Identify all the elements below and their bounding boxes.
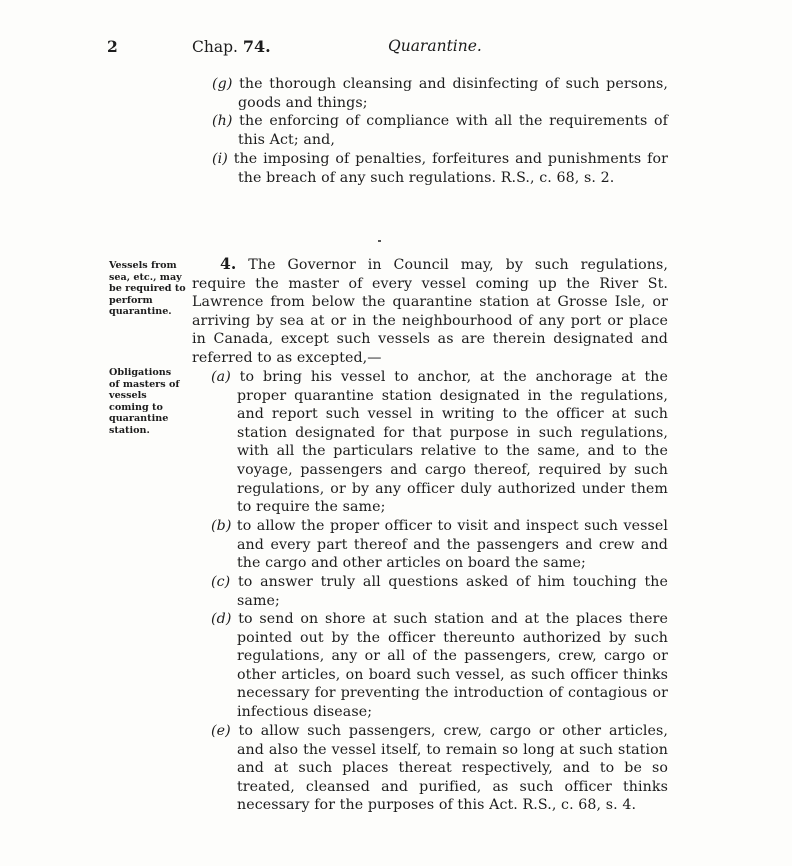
paragraph-label: (c) bbox=[211, 574, 231, 590]
side-note-obligations: Obligations of masters of vessels coming to quarantine station. bbox=[109, 367, 180, 436]
paragraph-b bbox=[211, 517, 668, 573]
clause-label: (g) bbox=[212, 76, 233, 92]
paragraph-label: (b) bbox=[211, 518, 232, 534]
clause-text: the enforcing of compliance with all the requirements of this Act; and, bbox=[238, 113, 668, 148]
chapter-number: 74. bbox=[242, 37, 271, 56]
paragraph-text: to allow the proper officer to visit and inspect such vessel and every part thereof and the passengers and crew and the cargo and other articles on board the same; bbox=[236, 518, 668, 572]
clause-label: (h) bbox=[212, 113, 233, 129]
paragraph-text: to send on shore at such station and at the places there pointed out by the officer thereunto authorized by such regulations, any or all of the passengers, crew, cargo or other articles, on board such vessel, as such officer thinks necessary for preventing the introduction of contagious or infectious disease; bbox=[237, 611, 668, 720]
section-intro-text: The Governor in Council may, by such regulations, require the master of every vessel coming up the River St. Lawrence from below the quarantine station at Grosse Isle, or arriving by sea at or in the neighbourhood of any port or place in Canada, except such vessels as are therein designated and referred to as excepted,— bbox=[192, 257, 668, 366]
paragraph-d bbox=[211, 610, 668, 722]
running-title: Quarantine. bbox=[388, 37, 482, 55]
section-4-intro bbox=[192, 255, 668, 368]
paragraph-label: (a) bbox=[211, 369, 231, 385]
paragraph-label: (d) bbox=[211, 611, 232, 627]
clause-h bbox=[212, 112, 668, 149]
page-number: 2 bbox=[107, 37, 118, 56]
chapter-prefix: Chap. bbox=[192, 38, 238, 56]
clause-g bbox=[212, 75, 668, 112]
print-speck bbox=[378, 240, 381, 242]
clause-i bbox=[212, 150, 668, 187]
chapter-heading bbox=[192, 37, 271, 56]
paragraph-c bbox=[211, 573, 668, 610]
paragraph-text: to allow such passengers, crew, cargo or other articles, and also the vessel itself, to remain so long at such station and at such places thereat respectively, and to be so treated, cleansed and purified, as such officer thinks necessary for the purposes of this Act. R.S., c. 68, s. 4. bbox=[237, 723, 668, 814]
paragraph-e bbox=[211, 722, 668, 815]
paragraph-text: to answer truly all questions asked of him touching the same; bbox=[237, 574, 668, 609]
paragraph-text: to bring his vessel to anchor, at the anchorage at the proper quarantine station designated in the regulations, and report such vessel in writing to the officer at such station designated for that purpose in such regulations, with all the particulars relative to the same, and to the voyage, passengers and cargo thereof, required by such regulations, or by any officer duly authorized under them to require the same; bbox=[237, 369, 668, 516]
side-note-vessels: Vessels from sea, etc., may be required to perform quarantine. bbox=[109, 260, 186, 318]
clause-label: (i) bbox=[212, 151, 228, 167]
section-number: 4. bbox=[220, 254, 237, 273]
paragraph-a bbox=[211, 368, 668, 517]
clause-text: the imposing of penalties, forfeitures and punishments for the breach of any such regulations. R.S., c. 68, s. 2. bbox=[233, 151, 668, 186]
clause-text: the thorough cleansing and disinfecting of such persons, goods and things; bbox=[238, 76, 668, 111]
paragraph-label: (e) bbox=[211, 723, 231, 739]
